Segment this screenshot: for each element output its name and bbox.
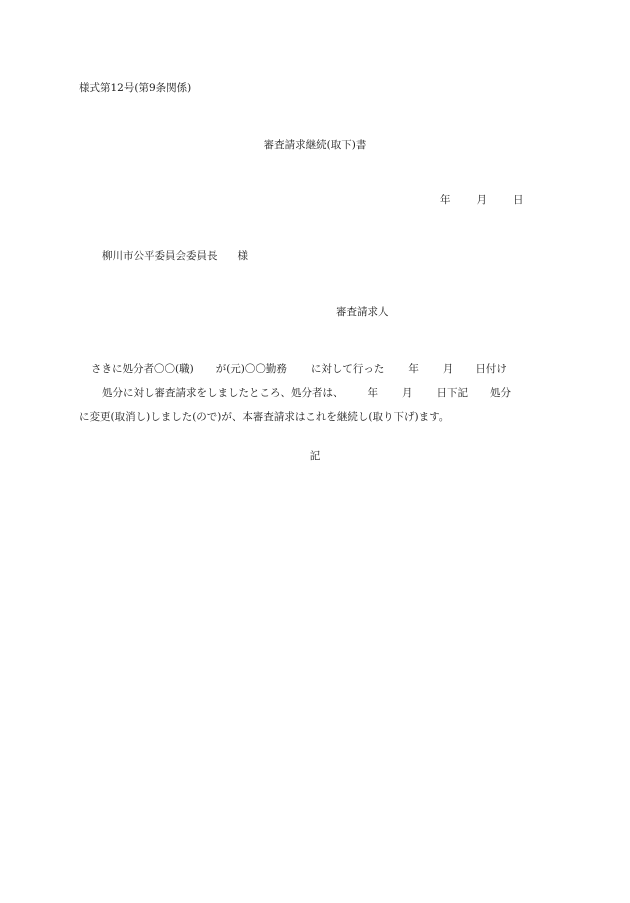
date-line <box>440 193 524 207</box>
ki-label: 記 <box>309 450 321 462</box>
form-number: 様式第12号(第9条関係) <box>79 82 192 94</box>
document-title: 審査請求継続(取下)書 <box>263 139 367 151</box>
body-line-3: に変更(取消し)しました(ので)が、本審査請求はこれを継続し(取り下げ)ます。 <box>79 411 450 423</box>
addressee-name: 柳川市公平委員会委員長 <box>102 250 218 262</box>
requester-label: 審査請求人 <box>336 306 389 318</box>
body-line-1-day: 日付け <box>475 363 507 375</box>
body-line-1-part-b: が(元)〇〇勤務 <box>215 363 287 375</box>
body-line-1 <box>91 362 507 376</box>
body-line-1-part-c: に対して行った <box>310 363 385 375</box>
date-day-label: 日 <box>513 194 524 206</box>
body-line-1-month: 月 <box>442 363 454 375</box>
body-line-2-year: 年 <box>367 387 378 399</box>
body-line-2 <box>102 386 511 400</box>
addressee-honorific: 様 <box>237 250 248 262</box>
addressee <box>102 249 248 263</box>
date-year-label: 年 <box>440 194 451 206</box>
body-line-1-part-a: さきに処分者〇〇(職) <box>91 363 194 375</box>
body-line-1-year: 年 <box>408 363 419 375</box>
body-line-2-part-d: 日下記 <box>436 387 468 399</box>
date-month-label: 月 <box>476 194 487 206</box>
body-line-2-part-e: 処分 <box>490 387 511 399</box>
body-line-2-part-a: 処分に対し審査請求をしましたところ、処分者は、 <box>102 387 344 399</box>
body-line-2-month: 月 <box>402 387 413 399</box>
